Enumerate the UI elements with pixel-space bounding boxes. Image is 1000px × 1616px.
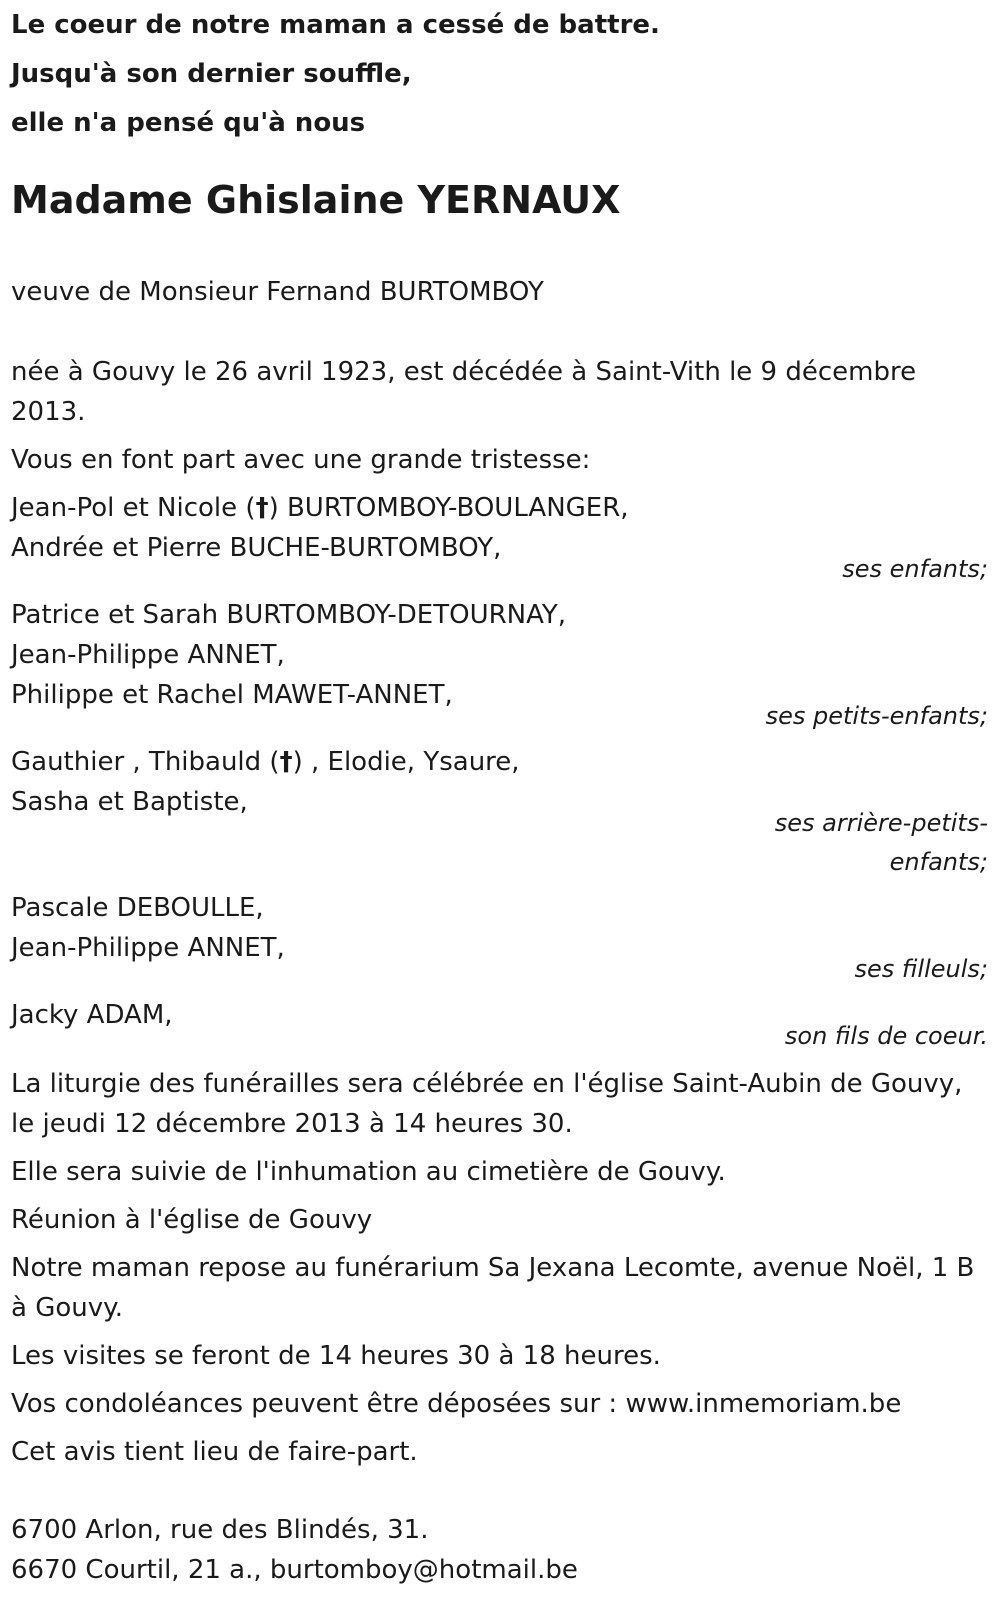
- address-1: 6700 Arlon, rue des Blindés, 31.: [11, 1515, 429, 1545]
- heart-son-group: [11, 995, 990, 1056]
- children-line-2: Andrée et Pierre BUCHE-BURTOMBOY,: [11, 533, 502, 563]
- deceased-name: Madame Ghislaine YERNAUX: [11, 178, 621, 222]
- children-group: [11, 488, 990, 589]
- grandchildren-group: [11, 595, 990, 736]
- funeral-home-text: Notre maman repose au funérarium Sa Jexana Lecomte, avenue Noël, 1 B à Gouvy.: [11, 1253, 975, 1323]
- burial-text: Elle sera suivie de l'inhumation au cimetière de Gouvy.: [11, 1157, 726, 1187]
- meeting-text: Réunion à l'église de Gouvy: [11, 1205, 373, 1235]
- cross-icon: †: [255, 493, 269, 523]
- intro-line-3: elle n'a pensé qu'à nous: [11, 108, 366, 138]
- children-role: ses enfants;: [842, 555, 988, 583]
- children-line-1: Jean-Pol et Nicole (†) BURTOMBOY-BOULANGER,: [11, 493, 629, 523]
- great-grandchildren-role: ses arrière-petits-enfants;: [774, 809, 988, 876]
- intro-quote: [11, 0, 990, 148]
- announcement-text: Vous en font part avec une grande tristesse:: [11, 445, 591, 475]
- address-2: 6670 Courtil, 21 a., burtomboy@hotmail.be: [11, 1555, 578, 1585]
- addresses: [11, 1510, 990, 1590]
- grandchildren-line-2: Jean-Philippe ANNET,: [11, 640, 285, 670]
- cross-icon: †: [279, 747, 293, 777]
- grandchildren-line-1: Patrice et Sarah BURTOMBOY-DETOURNAY,: [11, 600, 567, 630]
- godchildren-group: [11, 888, 990, 989]
- heart-son-line-1: Jacky ADAM,: [11, 1000, 173, 1030]
- intro-line-1: Le coeur de notre maman a cessé de battre.: [11, 10, 660, 40]
- birth-death-text: née à Gouvy le 26 avril 1923, est décédée à Saint-Vith le 9 décembre 2013.: [11, 357, 917, 427]
- great-grandchildren-line-2: Sasha et Baptiste,: [11, 787, 248, 817]
- liturgy-text: La liturgie des funérailles sera célébrée en l'église Saint-Aubin de Gouvy, le jeudi 12 décembre 2013 à 14 heures 30.: [11, 1069, 963, 1139]
- great-grandchildren-group: [11, 742, 990, 882]
- grandchildren-role: ses petits-enfants;: [765, 702, 988, 730]
- godchildren-line-2: Jean-Philippe ANNET,: [11, 933, 285, 963]
- notice-text: Cet avis tient lieu de faire-part.: [11, 1437, 418, 1467]
- condolences-text: Vos condoléances peuvent être déposées sur : www.inmemoriam.be: [11, 1389, 902, 1419]
- intro-line-2: Jusqu'à son dernier souffle,: [11, 59, 412, 89]
- visits-text: Les visites se feront de 14 heures 30 à 18 heures.: [11, 1341, 661, 1371]
- heart-son-role: son fils de coeur.: [784, 1022, 988, 1050]
- grandchildren-line-3: Philippe et Rachel MAWET-ANNET,: [11, 680, 453, 710]
- godchildren-line-1: Pascale DEBOULLE,: [11, 893, 264, 923]
- widow-of: veuve de Monsieur Fernand BURTOMBOY: [11, 277, 544, 307]
- great-grandchildren-line-1: Gauthier , Thibauld (†) , Elodie, Ysaure,: [11, 747, 520, 777]
- godchildren-role: ses filleuls;: [854, 955, 988, 983]
